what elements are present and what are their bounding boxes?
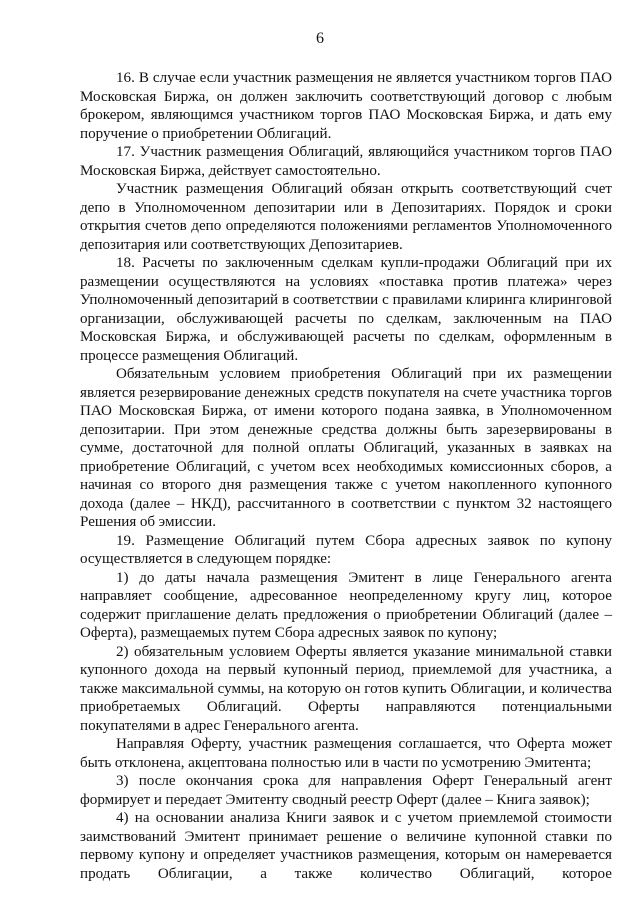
paragraph-18-settlements: 18. Расчеты по заключенным сделкам купли-продажи Облигаций при их размещении осуществляются на условиях «поставка против платежа» через Уполномоченный депозитарий в соответствии с правилами клиринга клиринговой организации, обслуживающей расчеты по сделкам, заключенным на ПАО Московская Биржа, и обслуживающей расчеты по сделкам, оформленным в процессе размещения Облигаций. <box>80 255 612 364</box>
paragraph-offer-consent: Направляя Оферту, участник размещения соглашается, что Оферта может быть отклонена, акцептована полностью или в части по усмотрению Эмитента; <box>80 736 612 771</box>
paragraph-16-broker: 16. В случае если участник размещения не является участником торгов ПАО Московская Биржа, он должен заключить соответствующий договор с любым брокером, являющимся участником торгов ПАО Московская Биржа, и дать ему поручение о приобретении Облигаций. <box>80 70 612 142</box>
document-body <box>80 69 612 883</box>
paragraph-17-self-acting: 17. Участник размещения Облигаций, являющийся участником торгов ПАО Московская Биржа, действует самостоятельно. <box>80 144 612 179</box>
paragraph-funds-reservation: Обязательным условием приобретения Облигаций при их размещении является резервирование денежных средств покупателя на счете участника торгов ПАО Московская Биржа, от имени которого подана заявка, в Уполномоченном депозитарии. При этом денежные средства должны быть зарезервированы в сумме, достаточной для полной оплаты Облигаций, указанных в заявках на приобретение Облигаций, с учетом всех необходимых комиссионных сборов, а начиная со второго дня размещения также с учетом накопленного купонного дохода (далее – НКД), рассчитанного в соответствии с пунктом 32 настоящего Решения об эмиссии. <box>80 366 612 530</box>
paragraph-step-2-conditions: 2) обязательным условием Оферты является указание минимальной ставки купонного дохода на первый купонный период, приемлемой для участника, а также максимальной суммы, на которую он готов купить Облигации, и количества приобретаемых Облигаций. Оферты направляются потенциальными покупателями в адрес Генерального агента. <box>80 643 612 734</box>
page-number: 6 <box>316 30 324 47</box>
paragraph-depo-account: Участник размещения Облигаций обязан открыть соответствующий счет депо в Уполномоченном депозитарии или в Депозитариях. Порядок и сроки открытия счетов депо определяются положениями регламентов Уполномоченного депозитария или соответствующих Депозитариев. <box>80 181 612 253</box>
paragraph-step-4-decision: 4) на основании анализа Книги заявок и с учетом приемлемой стоимости заимствований Эмитент принимает решение о величине купонной ставки по первому купону и определяет участников размещения, которым он намеревается продать Облигации, а также количество Облигаций, которое <box>80 810 612 882</box>
paragraph-step-3-order-book: 3) после окончания срока для направления Оферт Генеральный агент формирует и передает Эмитенту сводный реестр Оферт (далее – Книга заявок); <box>80 773 612 808</box>
paragraph-19-placement-order: 19. Размещение Облигаций путем Сбора адресных заявок по купону осуществляется в следующем порядке: <box>80 532 612 567</box>
paragraph-step-1-offer: 1) до даты начала размещения Эмитент в лице Генерального агента направляет сообщение, адресованное неопределенному кругу лиц, которое содержит приглашение делать предложения о приобретении Облигаций (далее – Оферта), размещаемых путем Сбора адресных заявок по купону; <box>80 569 612 641</box>
